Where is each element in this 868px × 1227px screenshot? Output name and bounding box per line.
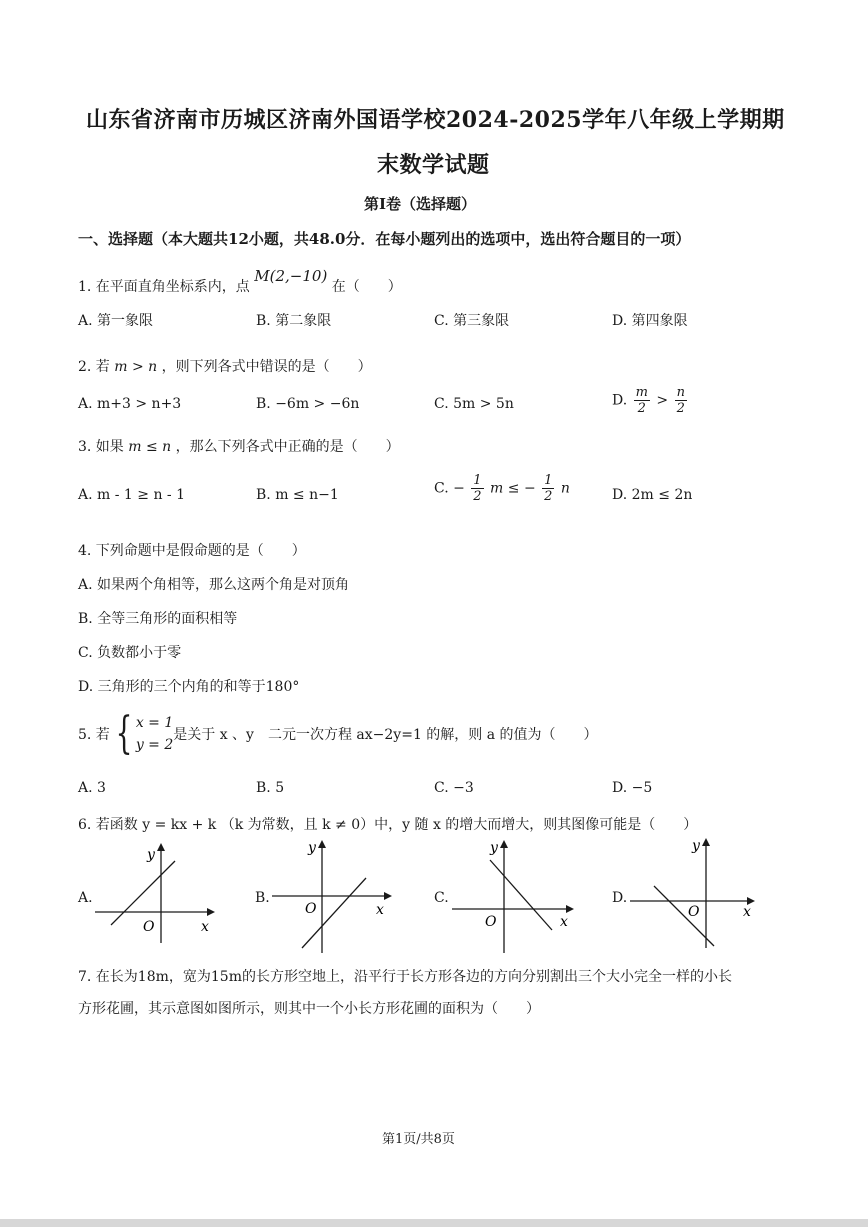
q6-a-y-label: y: [147, 847, 155, 863]
q2-gt: >: [656, 392, 669, 409]
q2-fraction-left: $\frac{m}{2}$: [635, 385, 648, 416]
q1-stem-a: 1. 在平面直角坐标系内，点: [78, 279, 250, 295]
section-heading: 一、选择题（本大题共12小题，共48.0分．在每小题列出的选项中，选出符合题目的一项）: [78, 230, 691, 248]
q1-option-a: A. 第一象限: [78, 313, 154, 329]
q2-option-d-label: D.: [612, 392, 628, 409]
q2-stem-b: ，则下列各式中错误的是（ ）: [161, 359, 372, 375]
q6-b-origin: O: [305, 901, 317, 917]
question-3: [78, 436, 400, 456]
q3-stem-b: ，那么下列各式中正确的是（ ）: [175, 439, 400, 455]
q1-option-b: B. 第二象限: [256, 313, 332, 329]
q5-option-b: B. 5: [256, 780, 285, 796]
q1-option-c: C. 第三象限: [434, 313, 510, 329]
q6-graph-c: [452, 838, 574, 953]
q4-option-a: A. 如果两个角相等，那么这两个角是对顶角: [78, 577, 350, 593]
q3-fraction-1: $\frac{1}{2}$: [473, 473, 482, 504]
q4-option-c: C. 负数都小于零: [78, 645, 182, 661]
q6-c-y-label: y: [490, 840, 498, 856]
q5-eq2: y = 2: [135, 737, 174, 753]
q3-fraction-2: $\frac{1}{2}$: [544, 473, 553, 504]
question-1: [78, 267, 402, 296]
q6-a-x-label: x: [201, 919, 209, 935]
q5-system: [136, 712, 173, 756]
q6-graph-a: [95, 843, 215, 943]
q2-stem-a: 2. 若: [78, 359, 110, 375]
q3-condition: m ≤ n: [128, 439, 172, 455]
q5-brace: {: [115, 708, 133, 759]
q6-graph-d: [630, 836, 755, 951]
q2-option-a: A. m+3 > n+3: [78, 396, 182, 412]
question-6: 6. 若函数 y = kx + k （k 为常数，且 k ≠ 0）中，y 随 x 的增大而增大，则其图像可能是（ ）: [78, 817, 698, 833]
page-number: 第1页/共8页: [382, 1132, 455, 1147]
q3-stem-a: 3. 如果: [78, 439, 124, 455]
q6-c-origin: O: [485, 914, 497, 930]
q6-option-a-label: A.: [78, 890, 93, 906]
q6-c-x-label: x: [560, 914, 568, 930]
question-2: [78, 356, 372, 376]
q5-option-d: D. −5: [612, 780, 653, 796]
q5-eq1: x = 1: [135, 715, 174, 731]
doc-title-line2: 末数学试题: [377, 152, 490, 178]
q1-option-d: D. 第四象限: [612, 313, 688, 329]
q2-option-d: [612, 386, 689, 415]
q6-b-x-label: x: [376, 902, 384, 918]
doc-title-line1: 山东省济南市历城区济南外国语学校2024-2025学年八年级上学期期: [86, 107, 785, 133]
q5-stem-b: 是关于 x 、y 二元一次方程 ax−2y=1 的解，则 a 的值为（ ）: [173, 727, 598, 743]
q3-option-b: B. m ≤ n−1: [256, 487, 339, 503]
q3-option-c-label: C. −: [434, 480, 465, 497]
question-5: [78, 708, 598, 759]
scan-edge: [0, 1219, 868, 1227]
q4-option-d: D. 三角形的三个内角的和等于180°: [78, 679, 300, 695]
question-7-line2: 方形花圃，其示意图如图所示，则其中一个小长方形花圃的面积为（ ）: [78, 1001, 540, 1017]
q4-option-b: B. 全等三角形的面积相等: [78, 611, 238, 627]
q1-stem-b: 在（ ）: [331, 279, 402, 295]
q5-option-c: C. −3: [434, 780, 474, 796]
q2-option-c: C. 5m > 5n: [434, 396, 514, 412]
question-4: 4. 下列命题中是假命题的是（ ）: [78, 543, 306, 559]
q5-option-a: A. 3: [78, 780, 106, 796]
q6-option-b-label: B.: [255, 890, 270, 906]
q6-option-d-label: D.: [612, 890, 628, 906]
volume-heading: 第I卷（选择题）: [364, 195, 477, 213]
q6-a-origin: O: [143, 919, 155, 935]
q1-point: M(2,−10): [254, 267, 328, 285]
q3-option-c-mid: m ≤ −: [490, 480, 536, 497]
q6-option-c-label: C.: [434, 890, 449, 906]
q6-d-x-label: x: [743, 904, 751, 920]
question-7-line1: 7. 在长为18m，宽为15m的长方形空地上，沿平行于长方形各边的方向分别割出三个大小完全一样的小长: [78, 969, 732, 985]
q3-option-c: [434, 474, 570, 503]
q6-graph-b: [272, 838, 392, 953]
q3-option-a: A. m - 1 ≥ n - 1: [78, 487, 186, 503]
q2-fraction-right: $\frac{n}{2}$: [676, 385, 685, 416]
q5-stem-a: 5. 若: [78, 727, 110, 743]
q3-option-d: D. 2m ≤ 2n: [612, 487, 693, 503]
q3-option-c-end: n: [560, 480, 570, 497]
q6-b-y-label: y: [308, 840, 316, 856]
q2-condition: m > n: [114, 359, 158, 375]
q6-d-origin: O: [688, 904, 700, 920]
q2-option-b: B. −6m > −6n: [256, 396, 360, 412]
q6-d-y-label: y: [692, 838, 700, 854]
